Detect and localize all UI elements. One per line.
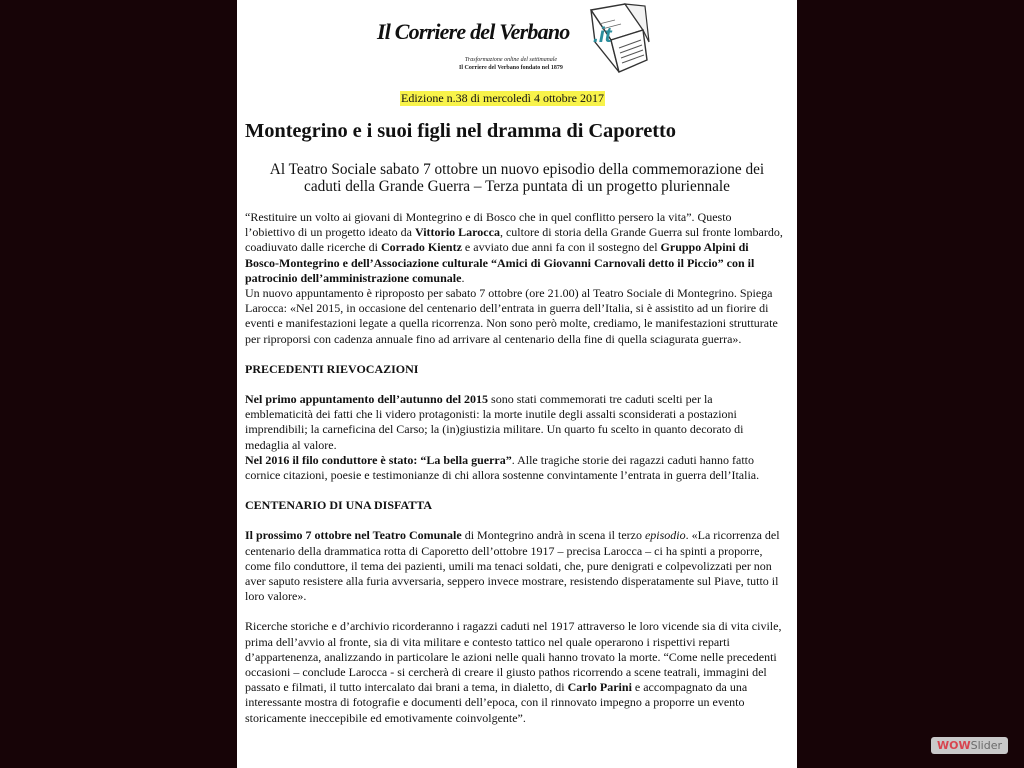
watermark-accent: WOW	[937, 739, 971, 752]
intro-text-3: e avviato due anni fa con il sostegno del	[461, 240, 661, 255]
article-page	[237, 0, 797, 768]
masthead-tld: .it	[593, 24, 612, 47]
intro-text-1: “Restituire un volto ai giovani di Montegrino e di Bosco che in quel conflitto persero la vita”. Questo l’obiettivo di un progetto ideato da	[245, 210, 732, 240]
section-title-centenario: CENTENARIO DI UNA DISFATTA	[245, 498, 433, 513]
intro-paragraph	[245, 210, 783, 286]
next-event-italic: episodio	[644, 528, 686, 543]
section-title-precedenti: PRECEDENTI RIEVOCAZIONI	[245, 361, 419, 376]
masthead-founded: Il Corriere del Verbano fondato nel 1879	[459, 65, 563, 71]
musician-name: Carlo Parini	[567, 680, 632, 695]
closing-text-2: e accompagnato da una interessante mostra di fotografie e documenti dell’epoca, con il rinnovato impegno a proporre un evento storicamente ineccepibile ed emotivamente coinvolgente”.	[245, 680, 748, 725]
next-event-lead: Il prossimo 7 ottobre nel Teatro Comunale	[245, 528, 462, 543]
closing-paragraph	[245, 619, 783, 725]
sponsors: Gruppo Alpini di Bosco-Montegrino e dell’Associazione culturale “Amici di Giovanni Carnovali detto il Piccio” con il patrocinio dell’amministrazione comunale	[245, 240, 755, 285]
next-event-text-2: . «La ricorrenza del centenario della drammatica rotta di Caporetto dell’ottobre 1917 – precisa Larocca – ci ha spinti a proporre, come filo conduttore, il tema dei pazienti, umili ma tenaci soldati, che, pure denigrati e colpevolizzati per non aver saputo resistere alla furia avversaria, seppero invece mostrare, resistendo disperatamente sul Piave, tutto il loro valore».	[245, 528, 780, 604]
article-body	[245, 210, 783, 726]
first-event-text: sono stati commemorati tre caduti scelti per la emblematicità dei fatti che li videro protagonisti: la morte inutile degli assalti sconsiderati a postazioni imprendibili; la carneficina del Carso; la (in)giustizia militare. Un quarto fu scelto in quanto decorato di medaglia al valore.	[245, 392, 744, 452]
first-event-lead: Nel primo appuntamento dell’autunno del 2015	[245, 392, 489, 407]
intro-text-2: , cultore di storia della Grande Guerra sul fronte lombardo, coadiuvato dalle ricerche di	[245, 225, 783, 255]
appointment-paragraph: Un nuovo appuntamento è riproposto per sabato 7 ottobre (ore 21.00) al Teatro Sociale di Montegrino. Spiega Larocca: «Nel 2015, in occasione del centenario dell’entrata in guerra dell’Italia, si è assistito ad un fiorire di eventi e manifestazioni legate a quella ricorrenza. Non sono però molte, crediamo, le manifestazioni strutturate per riproporsi con cadenza annuale fino ad arrivare al centenario della fine di quella sciagurata guerra».	[245, 286, 778, 346]
first-event-paragraph	[245, 392, 783, 453]
headline: Montegrino e i suoi figli nel dramma di Caporetto	[245, 120, 676, 142]
masthead	[377, 2, 667, 80]
watermark-rest: Slider	[970, 739, 1002, 752]
closing-text-1: Ricerche storiche e d’archivio ricorderanno i ragazzi caduti nel 1917 attraverso le loro vicende sia di vita civile, prima dell’avvio al fronte, sia di vita militare e contesto tattico nel quale operarono i rispettivi reparti d’appartenenza, analizzando in particolare le azioni nelle quali hanno trovato la morte. “Come nelle precedenti occasioni – conclude Larocca - si cercherà di creare il giusto pathos ricorrendo a scene teatrali, immagini del passato e filmati, il tutto intercalato dai brani a tema, in dialetto, di	[245, 619, 782, 695]
next-event-paragraph	[245, 528, 783, 604]
masthead-tagline: Trasformazione online del settimanale	[464, 57, 558, 63]
second-event-lead: Nel 2016 il filo conduttore è stato: “La bella guerra”	[245, 452, 512, 467]
next-event-text-1: di Montegrino andrà in scena il terzo	[461, 528, 645, 543]
edition-line: Edizione n.38 di mercoledì 4 ottobre 2017	[401, 91, 604, 105]
intro-text-4: .	[461, 270, 465, 285]
second-event-text: . Alle tragiche storie dei ragazzi caduti hanno fatto cornice citazioni, poesie e testimonianze di chi allora sostenne convintamente l’entrata in guerra dell’Italia.	[245, 452, 760, 483]
wowslider-watermark[interactable]	[931, 737, 1008, 754]
researcher-name: Corrado Kientz	[380, 240, 462, 255]
masthead-title: Il Corriere del Verbano	[377, 19, 570, 44]
subheadline: Al Teatro Sociale sabato 7 ottobre un nuovo episodio della commemorazione dei caduti della Grande Guerra – Terza puntata di un progetto pluriennale	[269, 161, 765, 195]
second-event-paragraph	[245, 453, 783, 483]
author-name: Vittorio Larocca	[414, 225, 500, 240]
